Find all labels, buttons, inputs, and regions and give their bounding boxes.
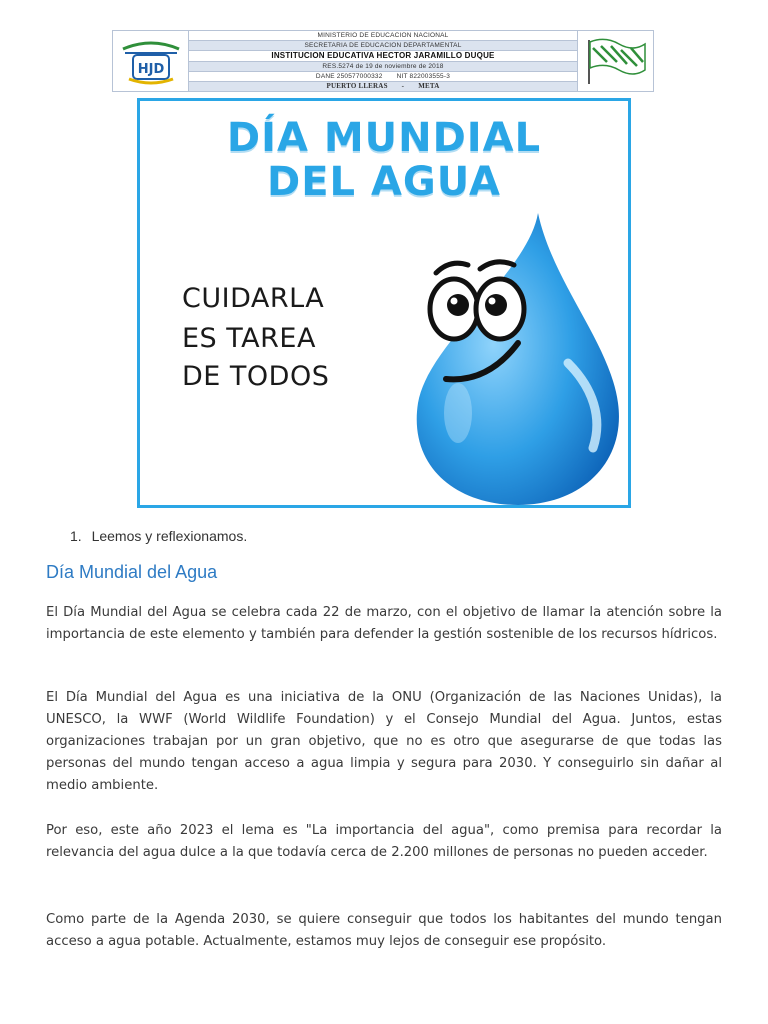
place-text: PUERTO LLERAS [326, 82, 388, 91]
paragraph-2: El Día Mundial del Agua es una iniciativa de la ONU (Organización de las Naciones Unidas), la UNESCO, la WWF (World Wildlife Foundation) y el Consejo Mundial del Agua. Juntos, estas organizaciones trabajan por un gran objetivo, que no es otro que asegurarse de que todas las personas del mundo tengan acceso a agua limpia y segura para 2030. Y conseguirlo sin dañar al medio ambiente. [46, 690, 722, 793]
paragraph-1: El Día Mundial del Agua se celebra cada 22 de marzo, con el objetivo de llamar la atención sobre la importancia de este elemento y también para defender la gestión sostenible de los recursos hídricos. [46, 605, 722, 642]
poster-slogan-line1: CUIDARLA [182, 283, 325, 314]
dane-nit-line [189, 72, 577, 82]
water-drop-icon [388, 213, 628, 508]
poster-title-line1: DÍA MUNDIAL [226, 115, 542, 161]
school-logo [113, 31, 189, 91]
list-item [70, 528, 247, 544]
logo-text: HJD [137, 62, 164, 77]
ministry-line: MINISTERIO DE EDUCACION NACIONAL [189, 31, 577, 41]
section-title: Día Mundial del Agua [46, 562, 218, 582]
dash-text: - [401, 82, 405, 91]
world-water-day-poster [137, 98, 631, 508]
location-line [189, 82, 577, 91]
poster-slogan-line3: DE TODOS [182, 361, 330, 392]
poster-slogan-line2: ES TAREA [182, 323, 316, 354]
list-text: Leemos y reflexionamos. [91, 528, 248, 544]
resolution-line: RES.5274 de 19 de noviembre de 2018 [189, 62, 577, 72]
list-number: 1. [70, 528, 82, 544]
institution-header [112, 30, 654, 92]
institution-name: INSTITUCION EDUCATIVA HECTOR JARAMILLO DUQUE [189, 51, 577, 61]
region-text: META [418, 82, 440, 91]
secretariat-line: SECRETARIA DE EDUCACION DEPARTAMENTAL [189, 41, 577, 51]
poster-title-line2: DEL AGUA [267, 159, 501, 205]
paragraph-4: Como parte de la Agenda 2030, se quiere conseguir que todos los habitantes del mundo tengan acceso a agua potable. Actualmente, estamos muy lejos de conseguir ese propósito. [46, 912, 722, 949]
flag-icon [577, 31, 653, 91]
dane-text: DANE 250577000332 [315, 72, 383, 80]
nit-text: NIT 822003555-3 [396, 72, 451, 80]
paragraph-3: Por eso, este año 2023 el lema es "La importancia del agua", como premisa para recordar la relevancia del agua dulce a la que todavía cerca de 2.200 millones de personas no pueden acceder. [46, 823, 722, 860]
